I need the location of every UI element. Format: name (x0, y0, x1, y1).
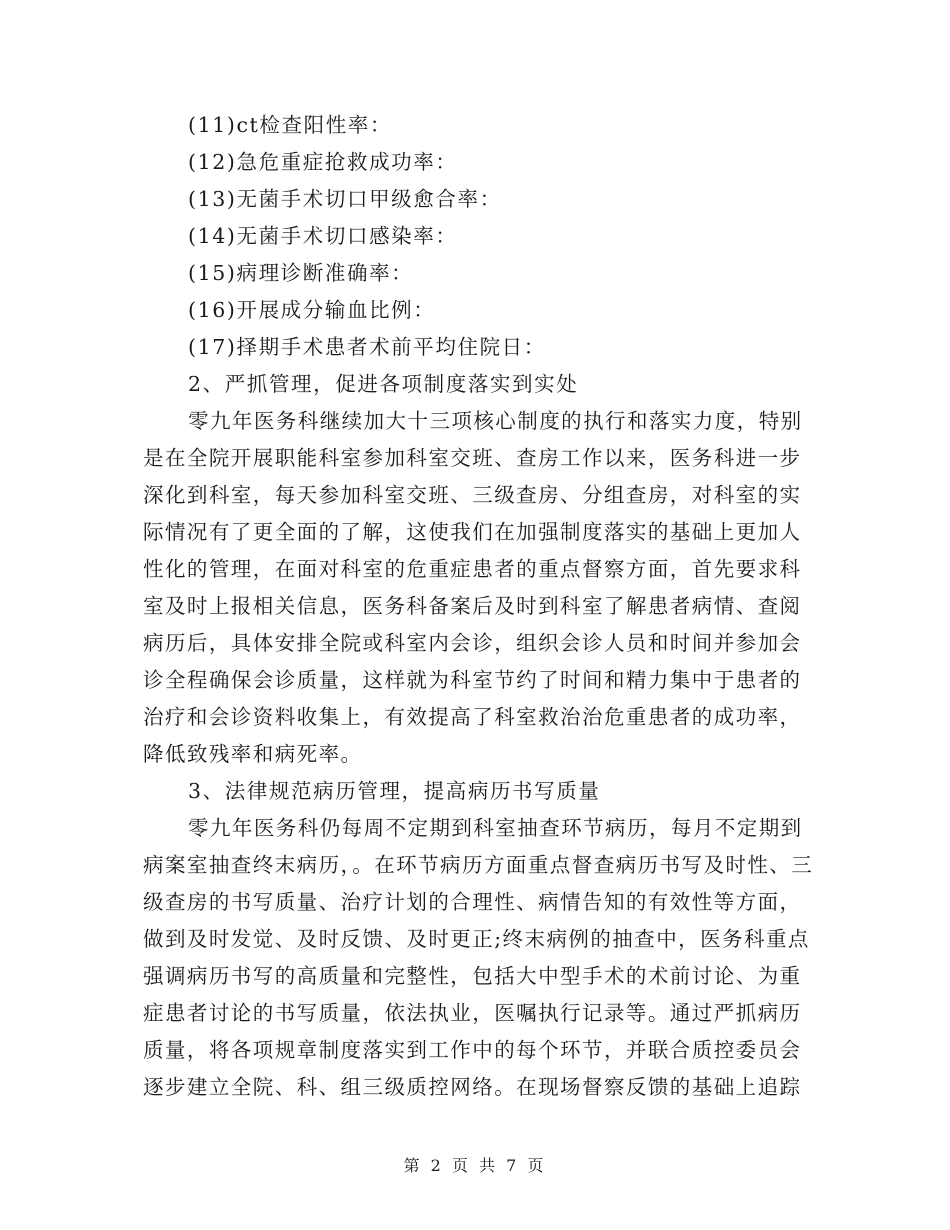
document-body (143, 107, 815, 1106)
list-item: (12)急危重症抢救成功率： (188, 150, 458, 174)
page-footer (0, 1153, 950, 1176)
list-item: (15)病理诊断准确率： (188, 261, 414, 285)
section-heading-2: 2、严抓管理，促进各项制度落实到实处 (188, 372, 579, 396)
list-item: (17)择期手术患者术前平均住院日： (188, 335, 546, 359)
page-number-label: 第 2 页 共 7 页 (403, 1156, 547, 1175)
list-item: (13)无菌手术切口甲级愈合率： (188, 187, 502, 211)
list-item: (11)ct检查阳性率： (188, 113, 392, 137)
section-heading-3: 3、法律规范病历管理，提高病历书写质量 (188, 779, 601, 803)
list-item: (14)无菌手术切口感染率： (188, 224, 458, 248)
section-paragraph-2: 零九年医务科继续加大十三项核心制度的执行和落实力度，特别是在全院开展职能科室参加科室交班、查房工作以来，医务科进一步深化到科室，每天参加科室交班、三级查房、分组查房，对科室的实际情况有了更全面的了解，这使我们在加强制度落实的基础上更加人性化的管理，在面对科室的危重症患者的重点督察方面，首先要求科室及时上报相关信息，医务科备案后及时到科室了解患者病情、查阅病历后，具体安排全院或科室内会诊，组织会诊人员和时间并参加会诊全程确保会诊质量，这样就为科室节约了时间和精力集中于患者的治疗和会诊资料收集上，有效提高了科室救治治危重患者的成功率，降低致残率和病死率。 (143, 409, 803, 766)
section-paragraph-3: 零九年医务科仍每周不定期到科室抽查环节病历，每月不定期到病案室抽查终末病历，。在环节病历方面重点督查病历书写及时性、三级查房的书写质量、治疗计划的合理性、病情告知的有效性等方面，做到及时发觉、及时反馈、及时更正;终末病例的抽查中，医务科重点强调病历书写的高质量和完整性，包括大中型手术的术前讨论、为重症患者讨论的书写质量，依法执业，医嘱执行记录等。通过严抓病历质量，将各项规章制度落实到工作中的每个环节，并联合质控委员会逐步建立全院、科、组三级质控网络。在现场督察反馈的基础上追踪 (143, 816, 814, 1099)
list-item: (16)开展成分输血比例： (188, 298, 436, 322)
